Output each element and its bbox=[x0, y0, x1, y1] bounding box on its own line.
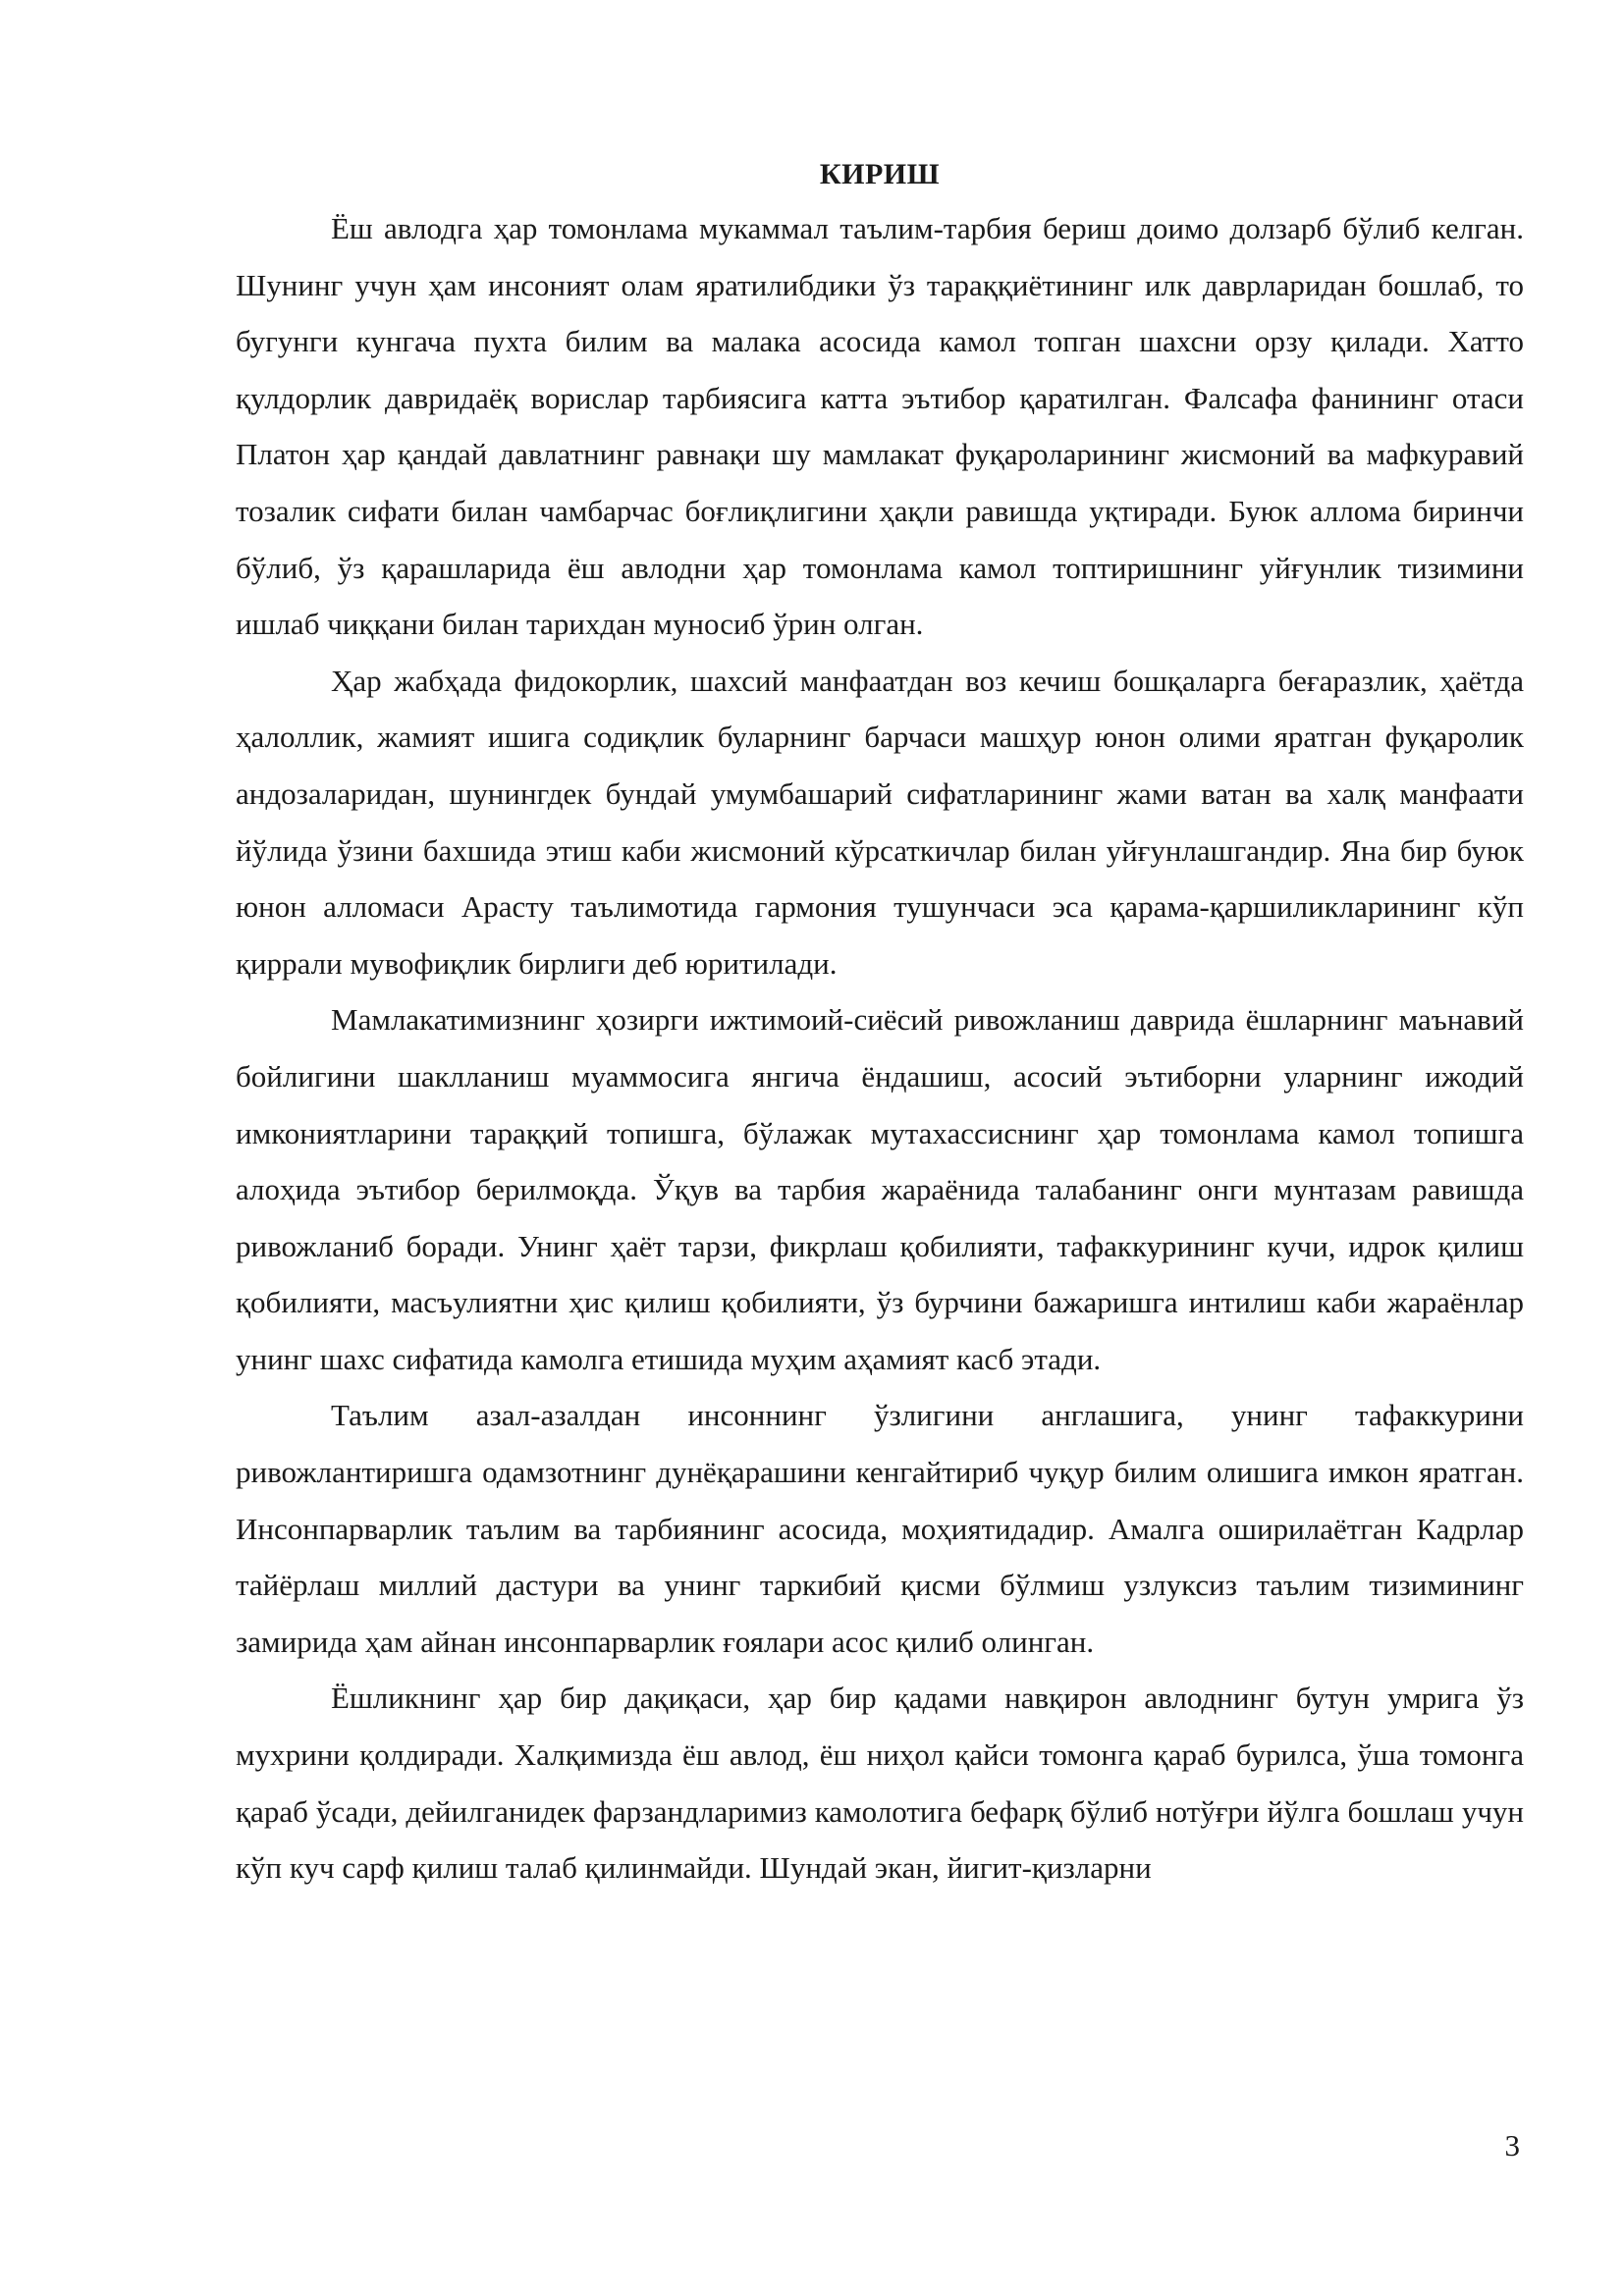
page-number: 3 bbox=[1504, 2128, 1520, 2163]
paragraph-3: Мамлакатимизнинг ҳозирги ижтимоий-сиёсий ривожланиш даврида ёшларнинг маънавий бойлигини шаклланиш муаммосига янгича ёндашиш, асосий эътиборни уларнинг ижодий имкониятларини тараққий топишга, бўлажак мутахассиснинг ҳар томонлама камол топишга алоҳида эътибор берилмоқда. Ўқув ва тарбия жараёнида талабанинг онги мунтазам равишда ривожланиб боради. Унинг ҳаёт тарзи, фикрлаш қобилияти, тафаккурининг кучи, идрок қилиш қобилияти, масъулиятни ҳис қилиш қобилияти, ўз бурчини бажаришга интилиш каби жараёнлар унинг шахс сифатида камолга етишида муҳим аҳамият касб этади. bbox=[236, 1002, 1524, 1376]
paragraph-4: Таълим азал-азалдан инсоннинг ўзлигини англашига, унинг тафаккурини ривожлантиришга одамзотнинг дунёқарашини кенгайтириб чуқур билим олишига имкон яратган. Инсонпарварлик таълим ва тарбиянинг асосида, моҳиятидадир. Амалга оширилаётган Кадрлар тайёрлаш миллий дастури ва унинг таркибий қисми бўлмиш узлуксиз таълим тизимининг замирида ҳам айнан инсонпарварлик ғоялари асос қилиб олинган. bbox=[236, 1398, 1524, 1659]
paragraph-2: Ҳар жабҳада фидокорлик, шахсий манфаатдан воз кечиш бошқаларга беғаразлик, ҳаётда ҳалоллик, жамият ишига содиқлик буларнинг барчаси машҳур юнон олими яратган фуқаролик андозаларидан, шунингдек бундай умумбашарий сифатларининг жами ватан ва халқ манфаати йўлида ўзини бахшида этиш каби жисмоний кўрсаткичлар билан уйғунлашгандир. Яна бир буюк юнон алломаси Арасту таълимотида гармония тушунчаси эса қарама-қаршиликларининг кўп қиррали мувофиқлик бирлиги деб юритилади. bbox=[236, 663, 1524, 981]
page-content bbox=[236, 155, 1524, 1896]
paragraph-5: Ёшликнинг ҳар бир дақиқаси, ҳар бир қадами навқирон авлоднинг бутун умрига ўз мухрини қолдиради. Халқимизда ёш авлод, ёш ниҳол қайси томонга қараб бурилса, ўша томонга қараб ўсади, дейилганидек фарзандларимиз камолотига бефарқ бўлиб нотўғри йўлга бошлаш учун кўп куч сарф қилиш талаб қилинмайди. Шундай экан, йигит-қизларни bbox=[236, 1681, 1524, 1886]
page-title: КИРИШ bbox=[819, 158, 941, 190]
paragraph-1: Ёш авлодга ҳар томонлама мукаммал таълим-тарбия бериш доимо долзарб бўлиб келган. Шунинг учун ҳам инсоният олам яратилибдики ўз тараққиётининг илк даврларидан бошлаб, то бугунги кунгача пухта билим ва малака асосида камол топган шахсни орзу қилади. Хатто қулдорлик давридаёқ ворислар тарбиясига катта эътибор қаратилган. Фалсафа фанининг отаси Платон ҳар қандай давлатнинг равнақи шу мамлакат фуқароларининг жисмоний ва мафкуравий тозалик сифати билан чамбарчас боғлиқлигини ҳақли равишда уқтиради. Буюк аллома биринчи бўлиб, ўз қарашларида ёш авлодни ҳар томонлама камол топтиришнинг уйғунлик тизимини ишлаб чиққани билан тарихдан муносиб ўрин олган. bbox=[236, 211, 1524, 642]
